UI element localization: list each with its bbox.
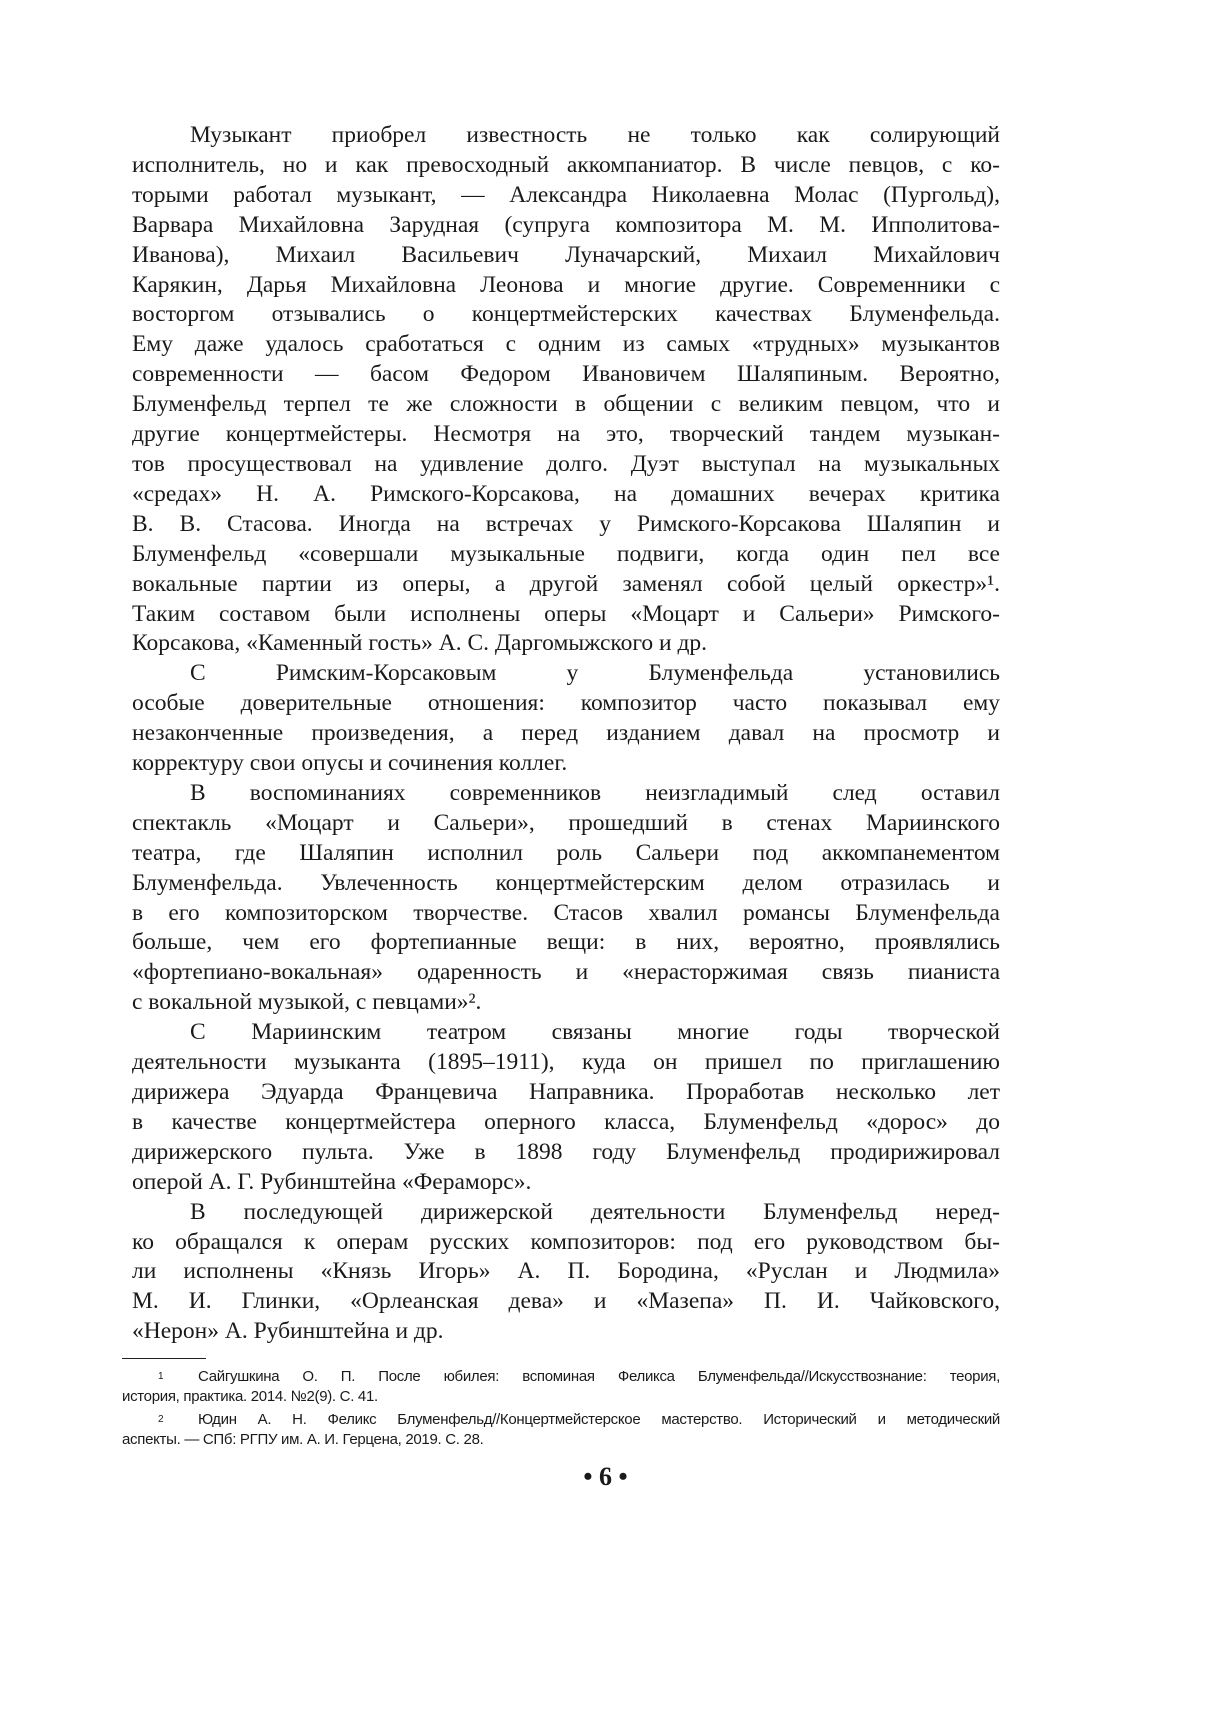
text-line: ли исполнены «Князь Игорь» А. П. Бородина, «Руслан и Людмила» — [132, 1258, 1000, 1285]
text-line: с вокальной музыкой, с певцами»². — [132, 989, 482, 1016]
text-line: деятельности музыканта (1895–1911), куда он пришел по приглашению — [132, 1049, 1000, 1076]
footnote-1 — [122, 1367, 1000, 1407]
text-line: в его композиторском творчестве. Стасов хвалил романсы Блуменфельда — [132, 899, 1000, 926]
footnote-number: 1 — [158, 1371, 164, 1382]
text-line: С Мариинским театром связаны многие годы творческой — [190, 1019, 1000, 1046]
text-line: Таким составом были исполнены оперы «Моцарт и Сальери» Римского- — [132, 600, 1000, 627]
footnote-text: Сайгушкина О. П. После юбилея: вспоминая Феликса Блуменфельда//Искусствознание: теория, — [198, 1368, 1000, 1385]
text-line: ко обращался к операм русских композиторов: под его руководством бы- — [132, 1228, 1000, 1255]
text-line: другие концертмейстеры. Несмотря на это, творческий тандем музыкан- — [132, 421, 1000, 448]
text-line: Блуменфельд терпел те же сложности в общении с великим певцом, что и — [132, 391, 1000, 418]
footnotes — [122, 1367, 1000, 1453]
text-line: Ему даже удалось сработаться с одним из самых «трудных» музыкантов — [132, 331, 1000, 358]
text-line: корректуру свои опусы и сочинения коллег. — [132, 750, 568, 777]
text-line: театра, где Шаляпин исполнил роль Сальери под аккомпанементом — [132, 839, 1000, 866]
text-line: «средах» Н. А. Римского-Корсакова, на домашних вечерах критика — [132, 480, 1000, 507]
footnote-number: 2 — [158, 1414, 164, 1425]
footnote-text: Юдин А. Н. Феликс Блуменфельд//Концертмейстерское мастерство. Исторический и методический — [198, 1411, 1000, 1428]
text-line: Блуменфельд «совершали музыкальные подвиги, когда один пел все — [132, 540, 1000, 567]
text-line: Музыкант приобрел известность не только как солирующий — [190, 122, 1000, 148]
text-line: «Нерон» А. Рубинштейна и др. — [132, 1318, 444, 1345]
footnote-2 — [122, 1410, 1000, 1450]
text-line: исполнитель, но и как превосходный аккомпаниатор. В числе певцов, с ко- — [132, 151, 1000, 178]
text-line: Варвара Михайловна Зарудная (супруга композитора М. М. Ипполитова- — [132, 211, 1000, 238]
body-text — [132, 121, 1000, 1347]
text-line: В воспоминаниях современников неизгладимый след оставил — [190, 779, 1000, 806]
text-line: незаконченные произведения, а перед изданием давал на просмотр и — [132, 720, 1000, 747]
text-line: спектакль «Моцарт и Сальери», прошедший в стенах Мариинского — [132, 809, 1000, 836]
text-line: М. И. Глинки, «Орлеанская дева» и «Мазепа» П. И. Чайковского, — [132, 1288, 1000, 1315]
text-line: восторгом отзывались о концертмейстерских качествах Блуменфельда. — [132, 301, 1000, 328]
text-line: Иванова), Михаил Васильевич Луначарский, Михаил Михайлович — [132, 241, 1000, 268]
footnote-text-cont: аспекты. — СПб: РГПУ им. А. И. Герцена, 2019. С. 28. — [122, 1431, 484, 1448]
footnote-text-cont: история, практика. 2014. №2(9). С. 41. — [122, 1388, 378, 1405]
text-line: оперой А. Г. Рубинштейна «Фераморс». — [132, 1168, 532, 1195]
footnote-separator — [122, 1358, 206, 1359]
text-line: «фортепиано-вокальная» одаренность и «нерасторжимая связь пианиста — [132, 959, 1000, 986]
text-line: вокальные партии из оперы, а другой заменял собой целый оркестр»¹. — [132, 570, 1000, 597]
paragraph — [132, 779, 1000, 1018]
text-line: в качестве концертмейстера оперного класса, Блуменфельд «дорос» до — [132, 1108, 1000, 1135]
text-line: дирижера Эдуарда Францевича Направника. Проработав несколько лет — [132, 1079, 1000, 1105]
text-line: В последующей дирижерской деятельности Блуменфельд неред- — [190, 1198, 1000, 1225]
text-line: больше, чем его фортепианные вещи: в них, вероятно, проявлялись — [132, 929, 1000, 956]
text-line: современности — басом Федором Ивановичем Шаляпиным. Вероятно, — [132, 361, 1000, 388]
text-line: С Римским-Корсаковым у Блуменфельда установились — [190, 660, 1000, 687]
paragraph — [132, 1018, 1000, 1197]
text-line: особые доверительные отношения: композитор часто показывал ему — [132, 690, 1000, 717]
text-line: Корсакова, «Каменный гость» А. С. Даргомыжского и др. — [132, 630, 708, 657]
text-line: торыми работал музыкант, — Александра Николаевна Молас (Пургольд), — [132, 181, 1000, 208]
text-line: дирижерского пульта. Уже в 1898 году Блуменфельд продирижировал — [132, 1138, 1000, 1165]
text-line: Блуменфельда. Увлеченность концертмейстерским делом отразилась и — [132, 869, 1000, 896]
text-line: тов просуществовал на удивление долго. Дуэт выступал на музыкальных — [132, 450, 1000, 477]
paragraph — [132, 1198, 1000, 1348]
text-line: Карякин, Дарья Михайловна Леонова и многие другие. Современники с — [132, 271, 1000, 298]
page-number: • 6 • — [583, 1462, 628, 1491]
paragraph — [132, 121, 1000, 659]
text-line: В. В. Стасова. Иногда на встречах у Римского-Корсакова Шаляпин и — [132, 510, 1000, 537]
paragraph — [132, 659, 1000, 779]
